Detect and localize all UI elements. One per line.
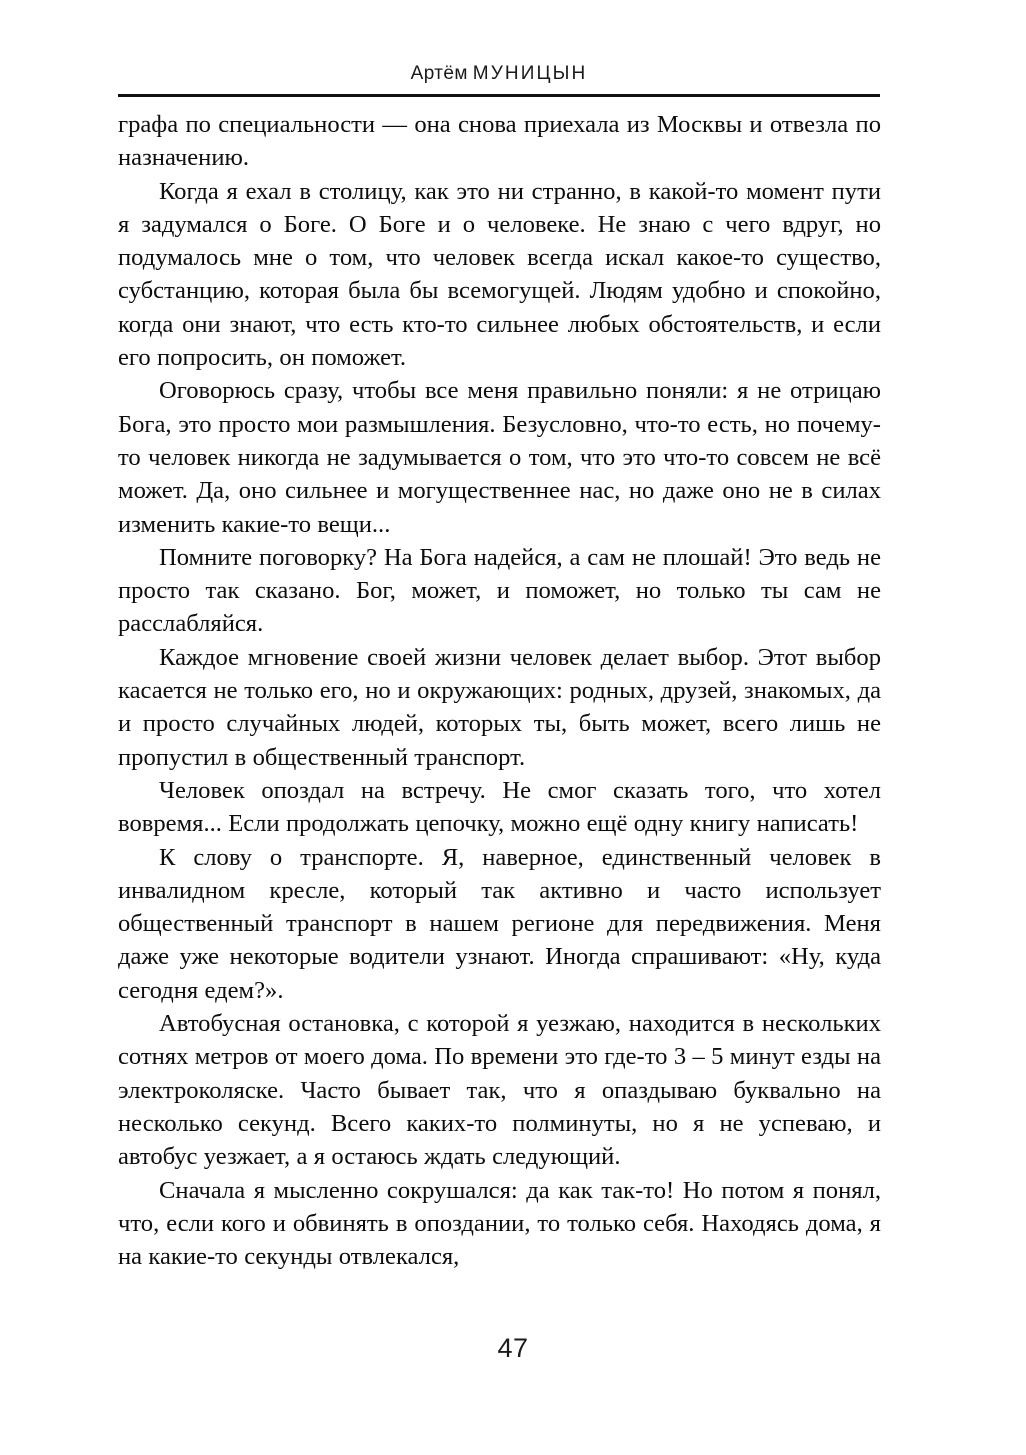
header-rule-divider (118, 94, 880, 97)
running-head-author-first: Артём (410, 63, 468, 84)
page-number: 47 (497, 1333, 529, 1363)
body-text-block (118, 108, 881, 1273)
paragraph-snachala: Сначала я мысленно сокрушался: да как так-то! Но потом я понял, что, если кого и обвинять в опоздании, то только себя. Находясь дома, я на какие-то секунды отвлекался, (118, 1176, 881, 1271)
paragraph-transport: К слову о транспорте. Я, наверное, единственный человек в инвалидном кресле, который так активно и часто использует общественный транспорт в нашем регионе для передвижения. Меня даже уже некоторые водители узнают. Иногда спрашивают: «Ну, куда сегодня едем?». (118, 843, 881, 1004)
paragraph-ogovoryus: Оговорюсь сразу, чтобы все меня правильно поняли: я не отрицаю Бога, это просто мои размышления. Безусловно, что-то есть, но почему-то человек никогда не задумывается о том, что это что-то совсем не всё может. Да, оно сильнее и могущественнее нас, но даже оно не в силах изменить какие-то вещи... (118, 377, 881, 538)
paragraph-vybor: Каждое мгновение своей жизни человек делает выбор. Этот выбор касается не только его, но и окружающих: родных, друзей, знакомых, да и просто случайных людей, которых ты, быть может, всего лишь не пропустил в общественный транспорт. (118, 643, 881, 771)
paragraph-ostanovka: Автобусная остановка, с которой я уезжаю, находится в нескольких сотнях метров от моего дома. По времени это где-то 3 – 5 минут езды на электроколяске. Часто бывает так, что я опаздываю буквально на несколько секунд. Всего каких-то полминуты, но я не успеваю, и автобус уезжает, а я остаюсь ждать следующий. (118, 1010, 881, 1171)
running-head (118, 62, 880, 86)
running-head-author-last: МУНИЦЫН (472, 63, 588, 84)
paragraph-stolitsa: Когда я ехал в столицу, как это ни странно, в какой-то момент пути я задумался о Боге. О Боге и о человеке. Не знаю с чего вдруг, но подумалось мне о том, что человек всегда искал какое-то существо, субстанцию, которая была бы всемогущей. Людям удобно и спокойно, когда они знают, что есть кто-то сильнее любых обстоятельств, и если его попросить, он поможет. (118, 177, 881, 372)
paragraph-continued: графа по специальности — она снова приехала из Москвы и отвезла по назначению. (118, 111, 881, 172)
paragraph-opozdal: Человек опоздал на встречу. Не смог сказать того, что хотел вовремя... Если продолжать цепочку, можно ещё одну книгу написать! (118, 776, 881, 838)
paragraph-pogovorka: Помните поговорку? На Бога надейся, а сам не плошай! Это ведь не просто так сказано. Бог, может, и поможет, но только ты сам не расслабляйся. (118, 543, 881, 638)
